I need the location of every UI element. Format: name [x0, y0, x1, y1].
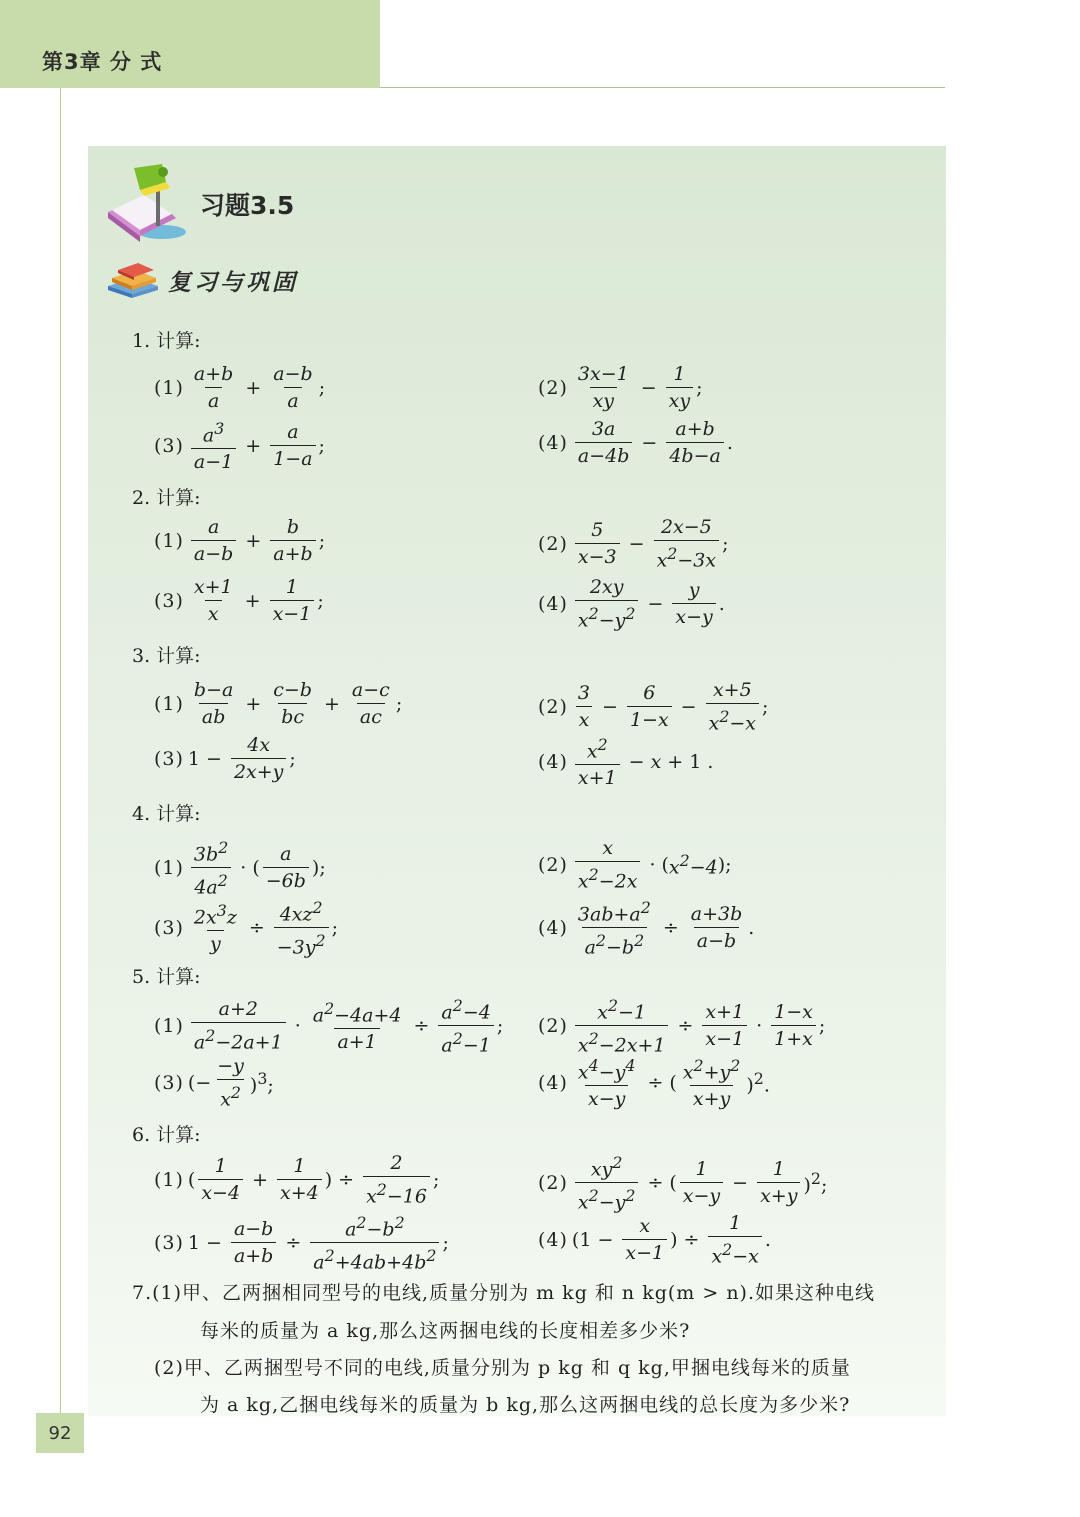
fraction: $\frac{1}{x-4}$	[198, 1155, 243, 1204]
q4-part-1: (1) $\frac{3b^2}{4a^2}$ · ( $\frac{a}{-6b}$ );	[154, 838, 326, 899]
question-2-head: 2. 计算:	[132, 487, 201, 509]
part-label: (4)	[538, 592, 568, 615]
part-label: (3)	[154, 434, 184, 457]
fraction: $\frac{-y}{x^2}$	[217, 1055, 244, 1111]
part-label: (4)	[538, 1071, 568, 1094]
q1-part-4: (4) $\frac{3a}{a-4b}$ − $\frac{a+b}{4b-a}$ .	[538, 418, 733, 467]
question-5-head: 5. 计算:	[132, 966, 201, 988]
fraction: $\frac{a+3b}{a-b}$	[690, 903, 743, 953]
fraction: $\frac{3}{x}$	[575, 682, 593, 731]
fraction: $\frac{x}{x-1}$	[622, 1215, 667, 1264]
part-label: (4)	[538, 1228, 568, 1251]
q5-part-4: (4) $\frac{x^4-y^4}{x-y}$ ÷ ( $\frac{x^2+y^2}{x+y}$ )$^2$.	[538, 1056, 770, 1111]
fraction: $\frac{a-b}{a}$	[273, 363, 313, 412]
part-label: (2)	[538, 695, 568, 718]
q7-line-3: (2)甲、乙两捆型号不同的电线,质量分别为 p kg 和 q kg,甲捆电线每米的质量	[154, 1357, 851, 1379]
fraction: $\frac{c-b}{bc}$	[273, 679, 312, 728]
q6-part-1: (1) ( $\frac{1}{x-4}$ + $\frac{1}{x+4}$ ) ÷ $\frac{2}{x^2-16}$ ;	[154, 1152, 440, 1208]
fraction: $\frac{1}{x+4}$	[277, 1155, 322, 1204]
q3-part-4: (4) $\frac{x^2}{x+1}$ − x + 1 .	[538, 735, 714, 790]
q1-part-3: (3) $\frac{a^3}{a-1}$ + $\frac{a}{1-a}$ ;	[154, 419, 325, 474]
fraction: $\frac{2xy}{x^2-y^2}$	[575, 576, 639, 631]
subsection-title: 复习与巩固	[168, 269, 298, 296]
part-label: (1)	[154, 1014, 184, 1037]
part-label: (4)	[538, 431, 568, 454]
stacked-books-icon	[104, 260, 162, 300]
fraction: $\frac{1}{x+y}$	[757, 1158, 800, 1207]
fraction: $\frac{3ab+a^2}{a^2-b^2}$	[577, 898, 651, 959]
q6-part-4: (4) (1 − $\frac{x}{x-1}$ ) ÷ $\frac{1}{x^2-x}$ .	[538, 1212, 771, 1268]
fraction: $\frac{a+b}{a}$	[193, 363, 234, 412]
q3-part-2: (2) $\frac{3}{x}$ − $\frac{6}{1-x}$ − $\frac{x+5}{x^2-x}$ ;	[538, 679, 769, 735]
q1-part-2: (2) $\frac{3x-1}{xy}$ − $\frac{1}{xy}$ ;	[538, 363, 703, 412]
fraction: $\frac{1}{x-y}$	[680, 1158, 723, 1207]
part-label: (2)	[538, 1171, 568, 1194]
q4-part-2: (2) $\frac{x}{x^2-2x}$ · ( $x^2-4$ );	[538, 837, 732, 893]
question-1-head: 1. 计算:	[132, 330, 201, 352]
desk-lamp-book-icon	[100, 160, 192, 244]
fraction: $\frac{x^2}{x+1}$	[575, 734, 620, 789]
fraction: $\frac{a-b}{a+b}$	[231, 1218, 276, 1267]
q5-part-2: (2) $\frac{x^2-1}{x^2-2x+1}$ ÷ $\frac{x+1}{x-1}$ · $\frac{1-x}{1+x}$ ;	[538, 996, 826, 1057]
fraction: $\frac{a^2-4}{a^2-1}$	[438, 995, 493, 1057]
chapter-label: 第3章 分 式	[42, 50, 163, 74]
part-label: (1)	[154, 529, 184, 552]
fraction: $\frac{b-a}{ab}$	[193, 679, 234, 728]
fraction: $\frac{x^4-y^4}{x-y}$	[577, 1056, 636, 1111]
fraction: $\frac{4x}{2x+y}$	[231, 734, 286, 783]
q2-part-2: (2) $\frac{5}{x-3}$ − $\frac{2x-5}{x^2-3x}$ ;	[538, 516, 729, 572]
question-3-head: 3. 计算:	[132, 645, 201, 667]
q6-part-3: (3) 1 − $\frac{a-b}{a+b}$ ÷ $\frac{a^2-b^2}{a^2+4ab+4b^2}$ ;	[154, 1213, 449, 1274]
part-label: (2)	[538, 853, 568, 876]
part-label: (3)	[154, 916, 184, 939]
part-label: (3)	[154, 1071, 184, 1094]
fraction: $\frac{x+1}{x}$	[193, 576, 233, 625]
q7-line-1: 7.(1)甲、乙两捆相同型号的电线,质量分别为 m kg 和 n kg(m > n).如果这种电线	[132, 1282, 876, 1304]
fraction: $\frac{a}{1-a}$	[270, 421, 315, 470]
fraction: $\frac{y}{x-y}$	[672, 579, 715, 628]
margin-divider	[60, 88, 61, 1413]
section-title: 习题3.5	[200, 191, 295, 220]
fraction: $\frac{a^3}{a-1}$	[191, 418, 236, 473]
q4-part-4: (4) $\frac{3ab+a^2}{a^2-b^2}$ ÷ $\frac{a+3b}{a-b}$ .	[538, 898, 755, 959]
part-label: (3)	[154, 589, 184, 612]
part-label: (1)	[154, 692, 184, 715]
fraction: $\frac{1-x}{1+x}$	[771, 1001, 816, 1050]
q2-part-3: (3) $\frac{x+1}{x}$ + $\frac{1}{x-1}$ ;	[154, 576, 324, 625]
q6-part-2: (2) $\frac{xy^2}{x^2-y^2}$ ÷ ( $\frac{1}{x-y}$ − $\frac{1}{x+y}$ )$^2$;	[538, 1153, 828, 1214]
part-label: (1)	[154, 376, 184, 399]
q3-part-1: (1) $\frac{b-a}{ab}$ + $\frac{c-b}{bc}$ + $\frac{a-c}{ac}$ ;	[154, 679, 403, 728]
q2-part-4: (4) $\frac{2xy}{x^2-y^2}$ − $\frac{y}{x-y}$ .	[538, 576, 725, 632]
part-label: (3)	[154, 1231, 184, 1254]
part-label: (4)	[538, 750, 568, 773]
question-6-head: 6. 计算:	[132, 1124, 201, 1146]
q4-part-3: (3) $\frac{2x^3z}{y}$ ÷ $\frac{4xz^2}{-3y^2}$ ;	[154, 898, 338, 959]
fraction: $\frac{x+1}{x-1}$	[702, 1001, 747, 1050]
fraction: $\frac{3x-1}{xy}$	[577, 363, 629, 412]
fraction: $\frac{x}{x^2-2x}$	[575, 837, 641, 892]
fraction: $\frac{a-c}{ac}$	[351, 679, 390, 728]
fraction: $\frac{4xz^2}{-3y^2}$	[274, 897, 329, 959]
q7-line-4: 为 a kg,乙捆电线每米的质量为 b kg,那么这两捆电线的总长度为多少米?	[200, 1394, 851, 1416]
q5-part-3: (3) (− $\frac{-y}{x^2}$ )$^3$;	[154, 1055, 274, 1111]
fraction: $\frac{5}{x-3}$	[575, 519, 620, 568]
fraction: $\frac{6}{1-x}$	[627, 682, 672, 731]
q1-part-1: (1) $\frac{a+b}{a}$ + $\frac{a-b}{a}$ ;	[154, 363, 326, 412]
fraction: $\frac{2}{x^2-16}$	[363, 1152, 430, 1207]
fraction: $\frac{a}{-6b}$	[263, 843, 309, 892]
fraction: $\frac{a^2-4a+4}{a+1}$	[312, 999, 402, 1054]
fraction: $\frac{a+2}{a^2-2a+1}$	[191, 998, 286, 1053]
part-label: (4)	[538, 916, 568, 939]
fraction: $\frac{2x^3z}{y}$	[193, 901, 237, 956]
fraction: $\frac{x^2+y^2}{x+y}$	[682, 1056, 741, 1111]
fraction: $\frac{3a}{a-4b}$	[575, 418, 633, 467]
fraction: $\frac{1}{x-1}$	[270, 576, 315, 625]
part-label: (2)	[538, 1014, 568, 1037]
q5-part-1: (1) $\frac{a+2}{a^2-2a+1}$ · $\frac{a^2-4a+4}{a+1}$ ÷ $\frac{a^2-4}{a^2-1}$ ;	[154, 996, 504, 1057]
fraction: $\frac{a^2-b^2}{a^2+4ab+4b^2}$	[310, 1212, 439, 1274]
fraction: $\frac{b}{a+b}$	[270, 516, 315, 565]
q2-part-1: (1) $\frac{a}{a-b}$ + $\frac{b}{a+b}$ ;	[154, 516, 326, 565]
fraction: $\frac{xy^2}{x^2-y^2}$	[575, 1152, 639, 1214]
part-label: (1)	[154, 1168, 184, 1191]
part-label: (3)	[154, 747, 184, 770]
fraction: $\frac{a}{a-b}$	[191, 516, 236, 565]
question-4-head: 4. 计算:	[132, 803, 201, 825]
fraction: $\frac{3b^2}{4a^2}$	[191, 837, 231, 899]
part-label: (1)	[154, 856, 184, 879]
fraction: $\frac{x+5}{x^2-x}$	[706, 679, 759, 734]
fraction: $\frac{x^2-1}{x^2-2x+1}$	[575, 995, 669, 1057]
fraction: $\frac{1}{xy}$	[666, 363, 693, 412]
q3-part-3: (3) 1 − $\frac{4x}{2x+y}$ ;	[154, 734, 296, 783]
part-label: (2)	[538, 376, 568, 399]
q7-line-2: 每米的质量为 a kg,那么这两捆电线的长度相差多少米?	[200, 1320, 691, 1342]
page-number: 92	[36, 1413, 84, 1453]
part-label: (2)	[538, 532, 568, 555]
header-divider	[380, 87, 945, 88]
fraction: $\frac{1}{x^2-x}$	[708, 1212, 761, 1267]
fraction: $\frac{2x-5}{x^2-3x}$	[654, 516, 720, 571]
fraction: $\frac{a+b}{4b-a}$	[666, 418, 724, 467]
